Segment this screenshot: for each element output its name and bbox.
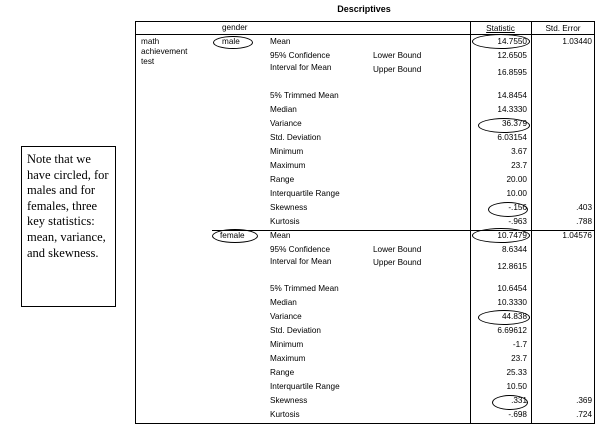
female-row-statistic: 10.7479 — [497, 231, 527, 240]
male-row-statistic: 20.00 — [506, 175, 527, 184]
female-row-statistic: -.698 — [508, 410, 527, 419]
male-row-label: 95% Confidence — [270, 51, 331, 60]
female-row-label: Interquartile Range — [270, 382, 340, 391]
male-row-label: Median — [270, 105, 297, 114]
female-row-label: Maximum — [270, 354, 306, 363]
circle-female-skewness — [492, 395, 528, 410]
male-row-statistic: 14.3330 — [497, 105, 527, 114]
male-row-statistic: -.156 — [508, 203, 527, 212]
header-gender: gender — [222, 23, 248, 32]
male-row-label: Interval for Mean — [270, 63, 332, 72]
circle-female-mean — [472, 228, 530, 243]
female-row-std-error: .724 — [576, 410, 592, 419]
female-row-label: Range — [270, 368, 295, 377]
female-row-label: Kurtosis — [270, 410, 300, 419]
female-row-statistic: 6.69612 — [497, 326, 527, 335]
male-row-label: 5% Trimmed Mean — [270, 91, 339, 100]
circle-male-mean — [472, 34, 530, 49]
male-row-statistic: 6.03154 — [497, 133, 527, 142]
female-row-label: Skewness — [270, 396, 308, 405]
female-row-label: Median — [270, 298, 297, 307]
male-row-statistic: 16.8595 — [497, 68, 527, 77]
male-row-std-error: .788 — [576, 217, 592, 226]
female-row-statistic: 10.6454 — [497, 284, 527, 293]
descriptives-table — [135, 21, 595, 424]
variable-label-line2: achievement — [141, 47, 188, 56]
male-row-statistic: 23.7 — [511, 161, 527, 170]
annotation-note: Note that we have circled, for males and for females, three key statistics: mean, variance, and skewness. — [21, 146, 116, 307]
header-std-error: Std. Error — [545, 24, 581, 33]
male-row-statistic: 3.67 — [511, 147, 527, 156]
male-row-std-error: .403 — [576, 203, 592, 212]
female-row-label: Interval for Mean — [270, 257, 332, 266]
male-row-bound: Lower Bound — [373, 51, 422, 60]
female-row-statistic: 10.3330 — [497, 298, 527, 307]
male-row-statistic: -.963 — [508, 217, 527, 226]
female-row-statistic: -1.7 — [512, 340, 527, 349]
header-divider — [136, 34, 594, 35]
female-row-statistic: 25.33 — [506, 368, 527, 377]
female-row-statistic: 44.838 — [501, 312, 527, 321]
female-row-bound: Lower Bound — [373, 245, 422, 254]
circle-male-variance — [478, 118, 530, 133]
male-row-label: Variance — [270, 119, 302, 128]
male-row-label: Mean — [270, 37, 291, 46]
male-row-statistic: 14.7550 — [497, 37, 527, 46]
header-statistic: Statistic — [486, 24, 515, 33]
female-row-std-error: 1.04576 — [562, 231, 592, 240]
table-title: Descriptives — [337, 4, 391, 14]
male-row-bound: Upper Bound — [373, 65, 422, 74]
variable-label-line1: math — [141, 37, 160, 46]
female-row-statistic: 12.8615 — [497, 262, 527, 271]
male-row-statistic: 12.6505 — [497, 51, 527, 60]
circle-male — [213, 36, 253, 49]
female-row-label: Variance — [270, 312, 302, 321]
male-row-label: Range — [270, 175, 295, 184]
male-row-label: Std. Deviation — [270, 133, 321, 142]
female-row-label: Mean — [270, 231, 291, 240]
female-row-label: Std. Deviation — [270, 326, 321, 335]
circle-male-skewness — [488, 202, 528, 217]
female-row-statistic: .331 — [511, 396, 527, 405]
male-row-label: Skewness — [270, 203, 308, 212]
male-row-label: Kurtosis — [270, 217, 300, 226]
circle-female — [212, 229, 258, 243]
male-row-label: Minimum — [270, 147, 304, 156]
variable-label-line3: test — [141, 57, 155, 66]
circle-female-variance — [478, 310, 530, 325]
male-row-statistic: 14.8454 — [497, 91, 527, 100]
male-row-label: Maximum — [270, 161, 306, 170]
female-row-label: 5% Trimmed Mean — [270, 284, 339, 293]
female-row-statistic: 10.50 — [506, 382, 527, 391]
male-row-label: Interquartile Range — [270, 189, 340, 198]
female-row-std-error: .369 — [576, 396, 592, 405]
male-row-std-error: 1.03440 — [562, 37, 592, 46]
female-row-label: 95% Confidence — [270, 245, 331, 254]
group-label-male: male — [222, 37, 240, 46]
group-label-female: female — [220, 231, 245, 240]
female-row-label: Minimum — [270, 340, 304, 349]
female-row-statistic: 8.6344 — [501, 245, 527, 254]
male-row-statistic: 36.379 — [501, 119, 527, 128]
male-row-statistic: 10.00 — [506, 189, 527, 198]
female-row-statistic: 23.7 — [511, 354, 527, 363]
female-row-bound: Upper Bound — [373, 258, 422, 267]
